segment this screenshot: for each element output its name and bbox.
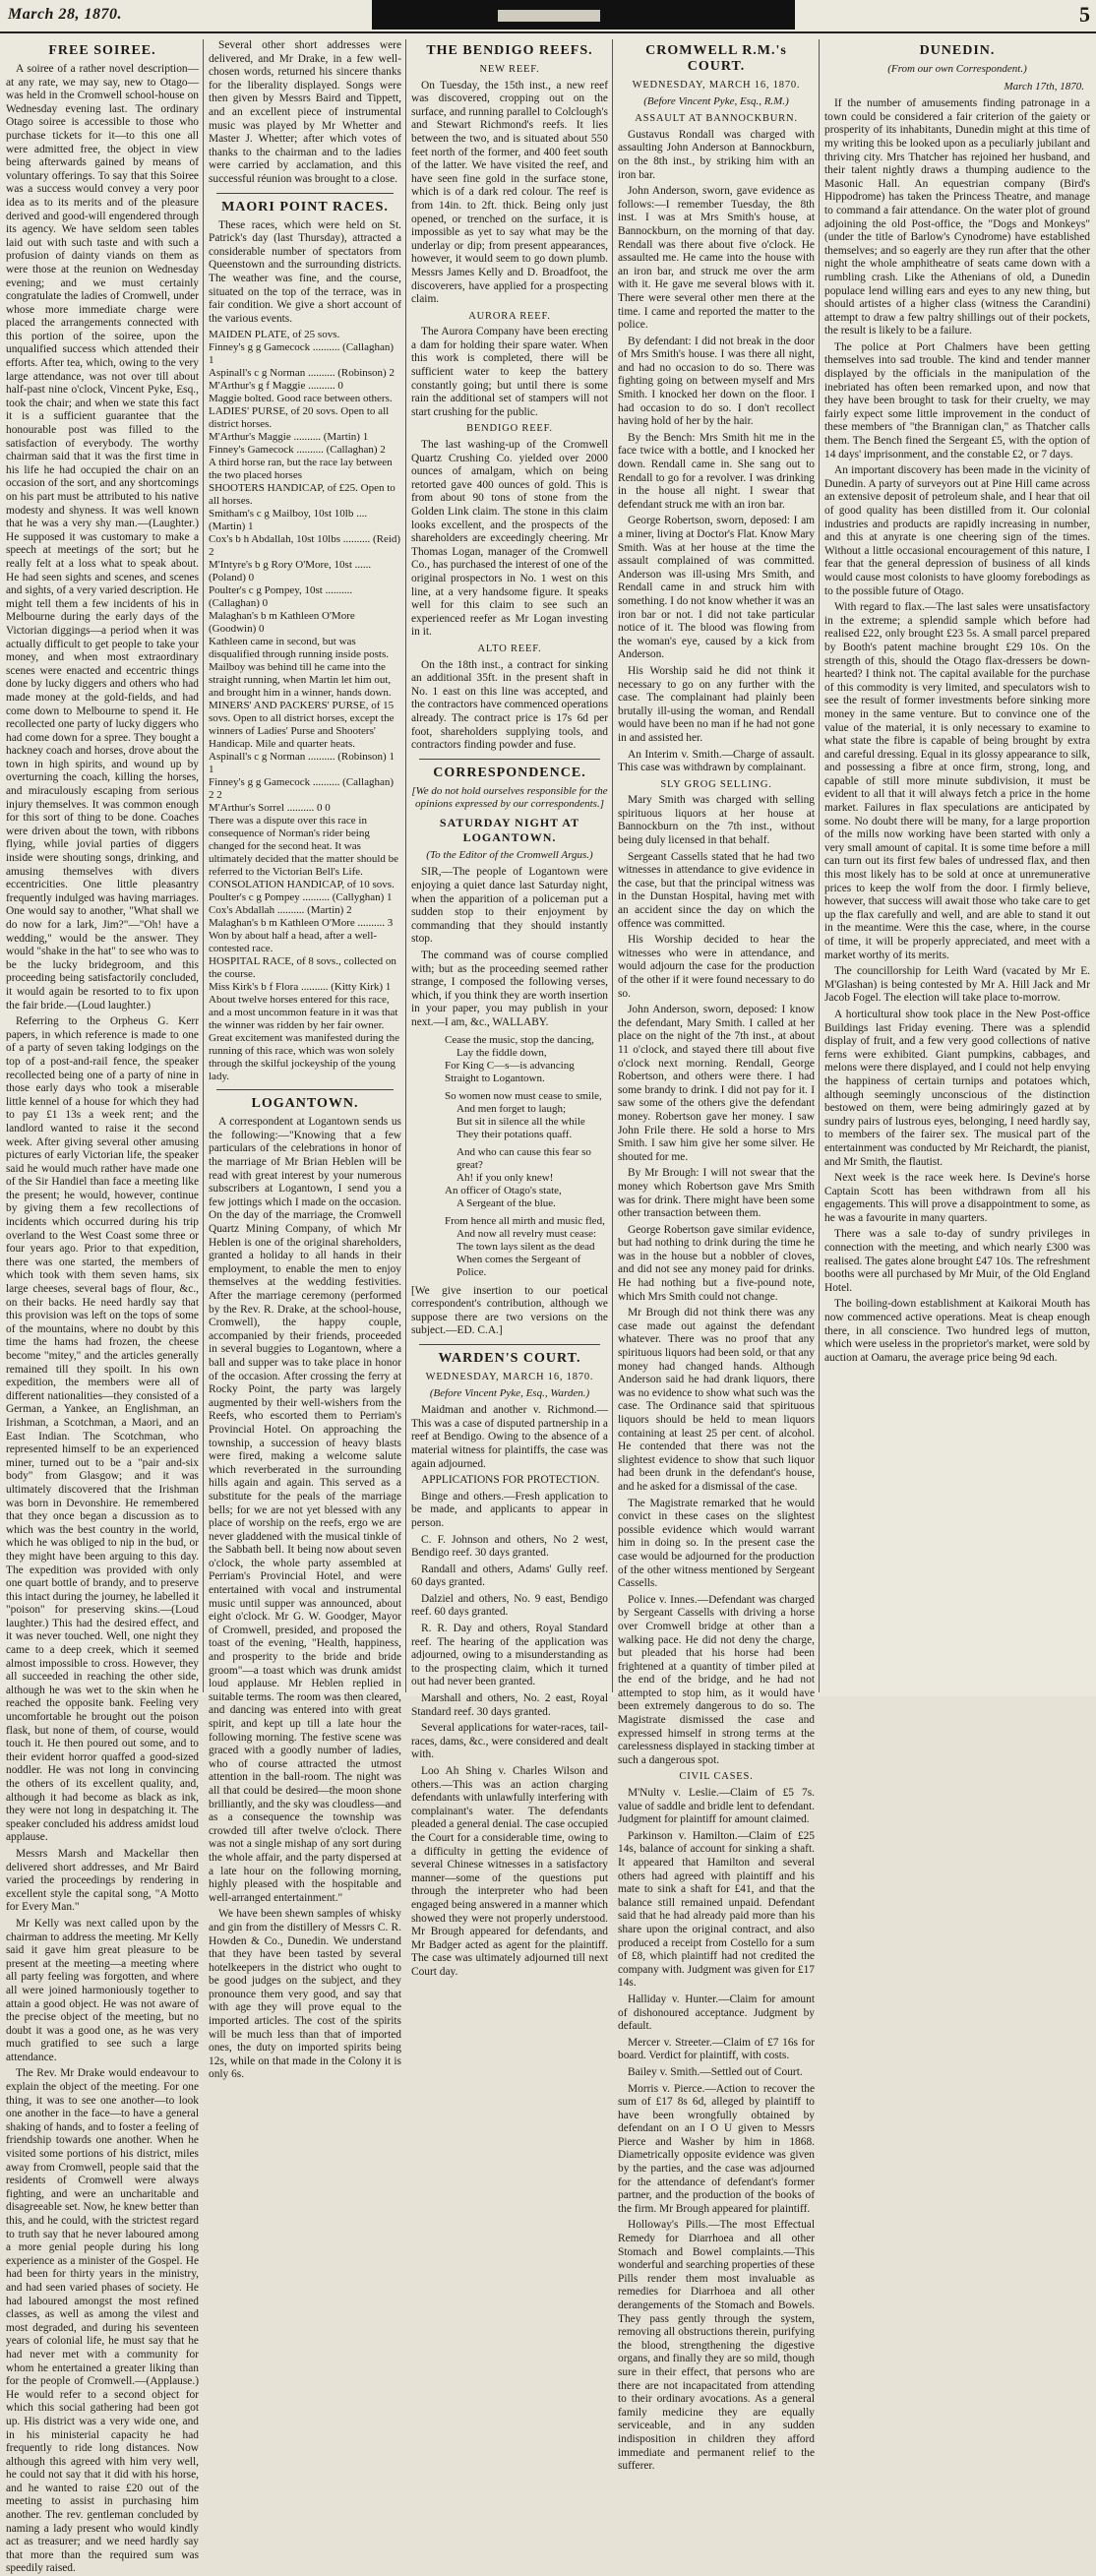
page-number: 5 [1079,2,1090,27]
column-rule [203,39,204,1692]
court-date: WEDNESDAY, MARCH 16, 1870. [632,80,801,91]
subheading: AURORA REEF. [468,310,551,322]
paragraph: Halliday v. Hunter.—Claim for amount of dishonoured acceptance. Judgment by default. [618,1993,815,2033]
poem-line: Cease the music, stop the dancing, [445,1033,594,1046]
paragraph: Marshall and others, No. 2 east, Royal Standard reef. 30 days granted. [411,1692,608,1718]
paragraph: Mr Brough did not think there was any case made out against the defendant whatever. There was no proof that any spirituous liquors had been sold, or that any money had changed hands. Although Anderson said he had drank liquors, there was no evidence to show what such was the case. The Ordinance said that spirituous liquors should be held to mean liquors containing at least 25 per cent. of alcohol. He contended that there was not the slightest evidence to show that such liquor had been drunk in the defendant's house, and he asked for a dismissal of the case. [618,1307,815,1493]
paragraph: A horticultural show took place in the New Post-office Buildings last Friday evening. There was a splendid display of fruit, and a few very good collections of native ferns were exhibited. Giant pumpkins, cabbages, and melons were there displayed, and I could not help envying the happiness of certain turnips and potatoes which, although seemingly unconscious of the distinction bestowed on them, were being admiringly gazed at by sundry pairs of lustrous eyes, belonging, I need hardly say, to members of the fairer sex. The musical part of the entertainment was conducted by Mr Reichardt, the pianist, and Mr Smith, the flautist. [824,1008,1090,1168]
poem-line: An officer of Otago's state, [445,1184,562,1196]
paragraph: Dalziel and others, No. 9 east, Bendigo reef. 60 days granted. [411,1592,608,1619]
paragraph: We have been shewn samples of whisky and gin from the distillery of Messrs C. R. Howden & Co., Dunedin. We understand that they have been tasted by several hotelkeepers in the district who ought to be good judges on the subject, and they pronounce them very good, and say that with age they will prove equal to the imported articles. The cost of the spirits will be much less than that of imported ones, the duty on imported spirits being 12s, while on that made in the Colony it is only 6s. [209,1908,401,2081]
race-line: M'Arthur's Maggie .......... (Martin) 1 [209,431,369,444]
race-line: M'Intyre's b g Rory O'More, 10st ...... (Poland) 0 [209,559,372,584]
race-line: SHOOTERS HANDICAP, of £25. Open to all horses. [209,482,396,508]
paragraph: Maidman and another v. Richmond.—This was a case of disputed partnership in a reef at Bendigo. Owing to the absence of a material witness for plaintiffs, the case was again adjourned. [411,1404,608,1470]
race-line: MINERS' AND PACKERS' PURSE, of 15 sovs. Open to all district horses, except the winners of Ladies' Purse and Shooters' Handicap. Mile and quarter heats. [209,700,395,751]
editorial-note: [We do not hold ourselves responsible for the opinions expressed by our correspondents.] [411,784,608,811]
section-rule [419,759,600,760]
poem-line: Lay the fiddle down, [457,1046,547,1059]
paragraph: By Mr Brough: I will not swear that the money which Robertson gave Mrs Smith was for drink. There might have been some other transaction between them. [618,1167,815,1220]
race-line: LADIES' PURSE, of 20 sovs. Open to all district horses. [209,405,390,431]
race-line: Won by about half a head, after a well-contested race. [209,930,378,955]
race-line: Finney's g g Gamecock .......... (Callaghan) 1 [209,341,395,367]
poem-line: Straight to Logantown. [445,1072,545,1084]
paragraph: Binge and others.—Fresh application to be made, and applicants to appear in person. [411,1490,608,1529]
race-line: M'Arthur's g f Maggie .......... 0 [209,380,343,393]
warden-proceedings [411,1404,608,1979]
column-rule [819,39,820,1692]
letter-addressee: (To the Editor of the Cromwell Argus.) [426,848,593,861]
subheading: NEW REEF. [479,64,540,75]
paragraph: George Robertson gave similar evidence, but had nothing to drink during the time he was in the house but a nobbler of cloves, and did not see any money paid for drinks. He had nothing but a five-pound note, which Mrs Smith could not change. [618,1223,815,1303]
dunedin-letter [824,97,1090,1365]
poem-line: And who can cause this fear so great? [457,1145,591,1171]
race-line: Poulter's c g Pompey, 10st .......... (Callaghan) 0 [209,584,353,610]
section-rule [216,1089,394,1090]
paragraph: The Aurora Company have been erecting a dam for holding their spare water. When this work is completed, there will be sufficient water to keep the battery constantly going; but until there is some rain the additional set of stampers will not start crushing for the public. [411,326,608,418]
poem-line: And now all revelry must cease: [457,1227,597,1240]
paragraph: George Robertson, sworn, deposed: I am a miner, living at Doctor's Flat. Know Mary Smith. Was at her house at the time the assault complained of was committed. Anderson was ill-using Mrs Smith, and Rendall came in and struck him with something. I do not know whether it was an iron bar or not. I did not take particular notice of it. The blood was flowing from the woman's eye, caused by a kick from Anderson. [618,515,815,661]
poem-line: So women now must cease to smile, [445,1089,602,1102]
issue-date: March 28, 1870. [8,6,122,23]
paragraph: A correspondent at Logantown sends us the following:—"Knowing that a few particulars of the celebrations in honor of the marriage of Mr Brian Heblen will be read with great interest by your numerous subscribers at Logantown, I send you a few jottings which I made on the occasion. On the day of the marriage, the Cromwell Quartz Mining Company, of which Mr Heblen is one of the original shareholders, granted a holiday to all hands in their employment, to enable the men to enjoy themselves at the wedding festivities. After the marriage ceremony (performed by the Rev. R. Drake, at the school-house, Cromwell), the happy couple, accompanied by their friends, proceeded in several buggies to Logantown, where a ball and supper was to take place in honor of the occasion. After crossing the ferry at Rocky Point, the party was largely augmented by their well-wishers from the Reefs, who escorted them to Perriam's Provincial Hotel. On approaching the township, a succession of heavy blasts were fired, making a welcome salute which reverberated in the surrounding hills again and again. This served as a substitute for the peals of the marriage bells; for we are not yet blessed with any place of worship on the reefs, ergo we are never gladdened with the musical tinkle of the Sabbath bell. It being now about seven o'clock, the whole party assembled at Perriam's Provincial Hotel, and were entertained with vocal and instrumental music until supper was announced, about eight o'clock. Mr G. W. Goodger, Mayor of Cromwell, presided, and proposed the toast of the evening, "Health, happiness, and prosperity to the bride and bride groom"—a toast which was drunk amidst loud applause. Mr Heblen replied in suitable terms. The room was then cleared, and dancing was entered into with great spirit, and kept up till a late hour the following morning. The festive scene was graced with a goodly number of ladies, who of course attracted the utmost attention in the ball-room. The night was all that could be desired—the moon shone brilliantly, and the sky was cloudless—and as a consequence the township was crowded till after twelve o'clock. There was not a single mishap of any sort during the whole affair, and the party dispersed at a late hour on the following morning, highly pleased with the hospitable and well-arranged entertainment." [209,1116,401,1904]
paragraph: On Tuesday, the 15th inst., a new reef was discovered, cropping out on the surface, and running parallel to Colclough's and Stewart Richmond's reefs. It lies between the two, and is situated about 550 feet north of the former, and 400 feet south of the latter. We have visited the reef, and have seen fine gold in the surface stone, which is of a dark red colour. The reef is from 14in. to 2ft. thick. Being only just opened, or trenched on the surface, it is impossible as yet to say what may be the underlay or dip; from present appearances, however, it would seem to go down plumb. Messrs James Kelly and D. Broadfoot, the discoverers, have applied for a prospecting claim. [411,79,608,306]
subheading: BENDIGO REEF. [466,423,553,435]
race-line: Malaghan's b m Kathleen O'More .......... 3 [209,917,394,930]
race-line: Aspinall's c g Norman .......... (Robinson) 1 1 [209,751,395,776]
article-title: MAORI POINT RACES. [221,199,389,215]
paragraph: Sergeant Cassells stated that he had two witnesses in attendance to give evidence in the case, but that the principal witness was in the Dunstan Hospital, having met with an accident since the day on which the offence was committed. [618,850,815,930]
paragraph: The command was of course complied with; but as the proceeding seemed rather strange, I composed the following verses, which, if you think they are worth insertion in your paper, you may publish in your next.—I am, &c., WALLABY. [411,950,608,1028]
paragraph: Several applications for water-races, tail-races, dams, &c., were considered and dealt with. [411,1722,608,1761]
paragraph: An Interim v. Smith.—Charge of assault. This case was withdrawn by complainant. [618,748,815,774]
poem-line: From hence all mirth and music fled, [445,1214,605,1227]
paragraph: An important discovery has been made in the vicinity of Dunedin. A party of surveyors out at Pine Hill came across an extensive deposit of petroleum shale, and I hear that oil of good quality has been distilled from it. Our colonial industries and products are rapidly increasing in number, and this at anyrate is one cheering sign of the times. Without a little occasional encouragement of this nature, I fear that the general depression of business of all kinds would cause most colonists to have gloomy forebodings as to the possible future of Otago. [824,464,1091,597]
sly-grog-case [618,794,815,1767]
race-line: Maggie bolted. Good race between others. [209,393,393,405]
paragraph: Bailey v. Smith.—Settled out of Court. [628,2065,803,2078]
paragraph: Mary Smith was charged with selling spirituous liquors at her house at Bannockburn on the 7th inst., without being duly licensed in that behalf. [618,794,815,847]
paragraph: By defendant: I did not break in the door of Mrs Smith's house. I was there all night, and had no occasion to do so. There was fighting going on between myself and Mrs Smith. I knocked her down on the floor. I had occasion to do so. I don't recollect having hold of her by the hair. [618,335,815,428]
race-line: Cox's b h Abdallah, 10st 10lbs .......... (Reid) 2 [209,533,401,559]
subheading: ALTO REEF. [477,643,542,654]
paragraph: The Magistrate remarked that he would convict in these cases on the slightest possible evidence which would warrant him in doing so. In the present case the case would be adjourned for the production of the other witness mentioned by Sergeant Cassells. [618,1497,815,1590]
article-title: DUNEDIN. [919,43,996,58]
paragraph: Mercer v. Streeter.—Claim of £7 16s for board. Verdict for plaintiff, with costs. [618,2036,815,2062]
paragraph: Mr Kelly was next called upon by the chairman to address the meeting. Mr Kelly said it gave him great pleasure to be present at the meeting—a meeting where all party feeling was forgotten, and where all were joined harmoniously together to attain a good object. He was not aware of the precise object of the meeting, but no doubt it was a good one, as he was very much gratified to see such a large attendance. [6,1917,199,2063]
column-rm-court [618,39,815,2473]
paragraph: John Anderson, sworn, deposed: I know the defendant, Mary Smith. I called at her place on the night of the 7th inst., at about 11 o'clock, and stayed there till about five o'clock next morning. Rendall, George Robertson, and others were there. I had some brandy to drink. I did not pay for it. I saw some of the others give the defendant money. Robertson gave her money. I saw John Frile there. He sold a horse to Mrs Smith. I saw him give her some silver. He shouted for me. [618,1004,815,1163]
subheading: CIVIL CASES. [679,1771,754,1783]
paragraph: Randall and others, Adams' Gully reef. 60 days granted. [411,1563,608,1589]
paragraph: The councillorship for Leith Ward (vacated by Mr E. M'Glashan) is being contested by Mr A. Hill Jack and Mr Jacob Fogel. The election will take place to-morrow. [824,965,1090,1005]
paragraph: On the 18th inst., a contract for sinking an additional 35ft. in the present shaft in No. 1 east on this line was accepted, and the contractors have commenced operations already. The contract price is 17s 6d per foot, shareholders supplying tools, and contractors finding powder and fuse. [411,658,608,752]
poem-line: And men forget to laugh; [457,1102,566,1115]
header-rule [0,31,1096,33]
paragraph: A soiree of a rather novel description—at any rate, we may say, new to Otago—was held in the Cromwell school-house on Wednesday evening last. The ordinary Otago soiree is accessible to those who purchase tickets for it—to this one all were admitted free, the object in view being afterwards gained by means of voluntary offerings. To say that this Soiree was a success would convey a very poor idea as to its merits and of the pleasure derived and good-will engendered through its agency. We have seldom seen tables laid out with such taste and with such a profusion of dainty viands on them as were those at the reunion on Wednesday evening; and we must certainly congratulate the ladies of Cromwell, under whose more immediate charge were placed the arrangements connected with this portion of the soiree, upon the unqualified success which attended their efforts. After tea, which, owing to the very large attendance, was not over till about half-past nine o'clock, Vincent Pyke, Esq., took the chair; and when we state this fact it is a sufficient guarantee that the honourable post was filled to the satisfaction of everybody. The worthy chairman said that it was the first time in his life he had occupied the chair on an occasion of the sort, and any shortcomings on his part must be attributed to his native modesty and shyness. It was well known that he was a very shy man.—(Laughter.) He supposed it was customary to make a speech at meetings of the sort; but he really felt at a loss what to speak about. He had seen sights and scenes, and scenes and sights, of a very varied description. He might tell them a few incidents of his in Melbourne during the early days of the Victorian diggings—a period when it was actually difficult to get people to take your money, and when most extraordinary scenes were enacted and eccentric things done by lucky diggers and others who had made money at the gold-fields, and had come down to Melbourne to spend it. He recollected one party of lucky diggers who had come down for a spree. They bought a hackney coach and horses, drove about the town in high spirits, and wound up by overturning the coach, killing the horses, and miraculously escaping from serious injury themselves. It was common enough for this sort of thing to be done. Coaches were driven about the town, with ribbons flying, while jovial parties of diggers inside were shouting songs, drinking, and amusing themselves with divers eccentricities. One little pleasantry frequently indulged was having marriages. One would say to another, "What shall we do now for a lark, Jim?"—"Oh! have a wedding," would be the answer. They would "shake in the hat" to see who was to be the lucky bridegroom, and this proceeding being satisfactorily concluded, it would again be resorted to to fix upon the fair bride.—(Loud laughter.) [6,63,199,1012]
paragraph: The Rev. Mr Drake would endeavour to explain the object of the meeting. For one thing, it was to see one another—to look one another in the face—to have a general shaking of hands, and to foster a feeling of friendship towards one another. When he visited some portions of his district, miles away from Cromwell, people said that the residents of Cromwell were always fighting, and were an uncharitable and disagreeable set. Now, he knew better than this, and he could, with the strictest regard to truth say that he never laboured among a more genial people during his long experience as a minister of the Gospel. He had been for thirty years in the ministry, and had seen varied phases of society. He had laboured amongst the most refined classes, as well as among the vilest and most degraded, and during his seventeen years of colonial life, he must say that he had never met with a community for whom he entertained a greater liking than for the people of Cromwell.—(Applause.) He would refer to a second object for which this social gathering had been got up. His district was a very wide one, and in his ministerial capacity he had frequently to ride long distances. Now although this agreed with him very well, he could not say that it did with his horse, and he wanted to raise £20 out of the meeting to assist in purchasing him another. The rev. gentleman concluded by naming a lady present who would kindly act as treasurer; and we need hardly say that more than the required sum was speedily raised. [6,2067,199,2575]
court-date: WEDNESDAY, MARCH 16, 1870. [425,1371,594,1382]
article-title: FREE SOIREE. [48,43,156,58]
paragraph: If the number of amusements finding patronage in a town could be considered a fair criterion of the gaiety or prosperity of its inhabitants, Dunedin might at this time of my writing this be looked upon as a peculiarly jubilant and thriving city. Mrs Thatcher has rejoined her husband, and their talent nightly draws a thumping audience to the Masonic Hall. An equestrian company (Bird's Hippodrome) has taken the Princess Theatre, and manage to command a fair attendance. On the water plot of ground adjoining the old Post-office, the "Dogs and Monkeys" (under the title of Barlow's Cynodrome) have established themselves; and so eagerly are they run after that the other night the whole amphitheatre of seats came down with a rumbling crash. Like the Athenians of old, a Dunedin populace lend willing ears and eyes to any new thing, but should artistes of a higher class (witness the Carandini) attempt to draw a few paltry shillings out of their pockets, the result is likely to be a failure. [824,97,1090,337]
race-line: Smitham's c g Mailboy, 10st 10lb .... (Martin) 1 [209,508,368,533]
court-presiding: (Before Vincent Pyke, Esq., Warden.) [429,1386,590,1399]
race-line: Kathleen came in second, but was disqualified through running inside posts. Mailboy was behind till he came into the straight running, when Martin let him out, and brought him in a winner, hands down. [209,636,392,700]
damaged-header-area [372,0,795,30]
paragraph: Holloway's Pills.—The most Effectual Remedy for Diarrhoea and all other Stomach and Bowel complaints.—This wonderful and searching properties of these Pills render them most invaluable as remedies for Diarrhoea and all other derangements of the Stomach and Bowels. They pass gently through the system, removing all obstructions therein, purifying the blood, strengthening the digestive organs, and finally they are so mild, though sure in their effect, that persons who are there are not incapacitated from attending to their ordinary avocations. As a general family medicine they are equally serviceable, and in any sudden indisposition in children they afford immediate and permanent relief to the sufferer. [618,2219,815,2473]
paragraph: His Worship said he did not think it necessary to go on any further with the case. The complainant had plainly been brutally ill-using the woman, and Rendall would have been no man if he had not gone in and assisted her. [618,664,815,744]
paragraph: Loo Ah Shing v. Charles Wilson and others.—This was an action charging defendants with unlawfully interfering with complainant's water. The defendants pleaded a general denial. The case occupied the Court for a considerable time, owing to a difficulty in getting the evidence of several Chinese witnesses in a satisfactory manner—some of the questions put through the interpreter who had been engaged being answered in a manner which showed they were not properly understood. Mr Brough appeared for defendants, and Mr Badger acted as agent for the plaintiff. The case was ultimately adjourned till next Court day. [411,1765,608,1978]
letter-title: SATURDAY NIGHT AT LOGANTOWN. [439,815,580,844]
paragraph: His Worship decided to hear the witnesses who were in attendance, and would adjourn the case for the production of the other if it were found necessary to do so. [618,934,815,1000]
race-line: Aspinall's c g Norman .......... (Robinson) 2 [209,367,395,380]
paragraph: APPLICATIONS FOR PROTECTION. [421,1474,600,1487]
poem-line: For King C—s—is advancing [445,1059,575,1072]
paragraph: Next week is the race week here. Is Devine's horse Captain Scott has been withdrawn from all his engagements. This will prove a disappointment to some, as he was a favourite in many quarters. [824,1172,1090,1224]
paragraph: SIR,—The people of Logantown were enjoying a quiet dance last Saturday night, when the apparition of a policeman put a sudden stop to their enjoyment by commanding that they should instantly stop. [411,866,608,946]
poem-line: Ah! if you only knew! [457,1171,554,1184]
civil-cases [618,1787,815,2474]
race-line: Poulter's c g Pompey .......... (Callyghan) 1 [209,891,393,904]
race-line: There was a dispute over this race in consequence of Norman's rider being changed for the second heat. It was ultimately decided that the matter should be referred to the Victorian Bell's Life. [209,815,399,879]
paragraph: There was a sale to-day of sundry privileges in connection with the meeting, and which nearly £300 was realised. The gates alone brought £47 10s. The refreshment booths were all purchased by Mr Muir, of the Old England Hotel. [824,1228,1090,1294]
race-line: HOSPITAL RACE, of 8 sovs., collected on the course. [209,955,396,981]
article-title: WARDEN'S COURT. [438,1350,581,1366]
paragraph: The boiling-down establishment at Kaikorai Mouth has now commenced active operations. Meat is cheap enough there, in all conscience. Two hundred legs of mutton, which were useless in the proprietor's market, were sold by auction at Oamaru, the average price being 9d each. [824,1298,1090,1364]
race-line: Miss Kirk's b f Flora .......... (Kitty Kirk) 1 [209,981,392,994]
article-title: CROMWELL R.M.'s COURT. [645,43,787,74]
race-line: Finney's g g Gamecock .......... (Callaghan) 2 2 [209,776,395,802]
race-line: M'Arthur's Sorrel .......... 0 0 [209,802,331,815]
paragraph: Gustavus Rondall was charged with assaulting John Anderson at Bannockburn, on the 8th inst., by striking him with an iron bar. [618,128,815,181]
paragraph: M'Nulty v. Leslie.—Claim of £5 7s. value of saddle and bridle lent to defendant. Judgment for plaintiff for amount claimed. [618,1787,815,1826]
section-rule [216,193,394,194]
column-rule [612,39,613,1692]
column-dunedin [824,39,1090,1692]
poem-line: But sit in silence all the while [457,1115,585,1128]
editorial-note: [We give insertion to our poetical correspondent's contribution, although we suppose there are two versions on the subject.—ED. C.A.] [411,1284,608,1337]
race-line: About twelve horses entered for this race, and a most uncommon feature in it was that the winner was ridden by her fair owner. Great excitement was manifested during the running of this race, which was won solely through the skilful jockeyship of the young lady. [209,994,399,1083]
column-bendigo [411,39,608,1978]
article-title: CORRESPONDENCE. [433,765,586,780]
paragraph: Messrs Marsh and Mackellar then delivered short addresses, and Mr Baird varied the proceedings by rendering in excellent style the capital song, "A Motto for Every Man." [6,1847,199,1914]
section-rule [419,1344,600,1345]
paragraph: By the Bench: Mrs Smith hit me in the face twice with a bottle, and I knocked her down. Rendall came in. She sang out to Rendall to go for a revolver. I was drinking in the house all night. I swear that defendant struck me with an iron bar. [618,431,815,511]
race-line: A third horse ran, but the race lay between the two placed horses [209,457,393,482]
race-line: MAIDEN PLATE, of 25 sovs. [209,329,340,341]
column-maori-point [209,39,401,2081]
paragraph: John Anderson, sworn, gave evidence as follows:—I remember Tuesday, the 8th inst. I was at Mrs Smith's house, at Bannockburn, on the morning of that day. Rendall was there about five o'clock. He assaulted me. He came into the house with an iron bar, and struck me over the arm with it. He gave me several blows with it. There were several other men there at the time. I came and reported the matter to the police. [618,185,815,332]
paragraph: R. R. Day and others, Royal Standard reef. The hearing of the application was adjourned, owing to a misunderstanding as to the prospecting claim, which it turned out had never been granted. [411,1623,608,1688]
paragraph: Police v. Innes.—Defendant was charged by Sergeant Cassells with driving a horse over Cromwell bridge at other than a walking pace. He did not deny the charge, but pleaded that his horse had been frightened at a quantity of timber piled at the end of the bridge, and he had not attempted to stop him, as it would have been extremely dangerous to do so. The Magistrate dismissed the case and expressed himself in strong terms at the carelessness displayed in stacking timber at such a dangerous spot. [618,1593,815,1766]
poem [411,1034,608,1279]
paragraph: Morris v. Pierce.—Action to recover the sum of £17 8s 6d, alleged by plaintiff to have been wrongfully obtained by defendant on an I O U given to Messrs Pierce and Washer by him in 1868. Diametrically opposite evidence was given by the parties, and the case was adjourned for the attendance of defendant's former partner, and the production of the books of the firm. Mr Brough appeared for plaintiff. [618,2082,815,2215]
dateline: March 17th, 1870. [1004,80,1084,92]
poem-line: When comes the Sergeant of Police. [457,1253,581,1278]
race-line: CONSOLATION HANDICAP, of 10 sovs. [209,879,395,891]
paragraph: With regard to flax.—The last sales were unsatisfactory in the extreme; a splendid sample which before had realised £22, only brought £23 5s. A small parcel prepared by Booth's patent machine brought £29 10s. On the strength of this, should the Otago flax-dressers be down-hearted? I think not. The capital available for the purchase of this commodity is very limited, and speculators wish to see the result of former investments before sinking more money in the same venture. But to convince one of the value of the material, it is only necessary to examine to what state the fibre is capable of being brought by extra and careful dressing. Equal in its glossy appearance to silk, and possessing a fibre at once firm, strong, long, and capable of still more minute subdivision, it must be evident to all that it will always fetch a price in the home market. Failures in flax speculations are anticipated by some. No doubt there will be many, for a large proportion of the mills now working have been started with only a very small amount of capital. It is some time before a mill can turn out its first few bales of undressed flax, and then this most likely has to be sold at once at unremunerative prices to keep the wolf from the door. I firmly believe, however, that success will await those who take care to get up the flax carefully and well, and are able to stand it out in the meantime. Were this the case, where, in the course of time, it will be properly appreciated, and meet with a market worthy of its merits. [824,601,1090,961]
race-line: Cox's Abdallah .......... (Martin) 2 [209,904,352,917]
subheading: ASSAULT AT BANNOCKBURN. [635,113,798,125]
court-presiding: (Before Vincent Pyke, Esq., R.M.) [643,94,789,107]
poem-line: The town lays silent as the dead [457,1240,595,1253]
paragraph: Several other short addresses were delivered, and Mr Drake, in a few well-chosen words, returned his sincere thanks for the liberality displayed. Songs were then given by Messrs Baird and Tippett, and an excellent piece of instrumental music was played by Mr Whetter and Master J. Whetter; after which votes of thanks to the chairman and to the ladies were carried by acclamation, and this successful réunion was brought to a close. [209,39,401,185]
article-title: THE BENDIGO REEFS. [426,43,593,58]
paragraph: These races, which were held on St. Patrick's day (last Thursday), attracted a considerable number of spectators from Queenstown and the surrounding districts. The weather was fine, and the course, situated on the top of the terrace, was in fair condition. We give a short account of the various events. [209,218,401,325]
article-title: LOGANTOWN. [251,1096,359,1112]
paragraph: C. F. Johnson and others, No 2 west, Bendigo reef. 30 days granted. [411,1533,608,1560]
poem-line: They their potations quaff. [457,1128,573,1140]
paragraph: The last washing-up of the Cromwell Quartz Crushing Co. yielded over 2000 ounces of amalgam, which on being retorted gave 400 ounces of gold. This is from about 90 tons of stone from the Golden Link claim. The stone in this claim looks excellent, and the prospects of the shareholders are exceedingly cheering. Mr Thomas Logan, manager of the Cromwell Co., has purchased the interest of one of the original prospectors in No. 1 west on this line, at a very handsome figure. It speaks well for this claim to see such an experienced reefer as Mr Logan investing in it. [411,439,608,639]
masthead [0,0,1096,37]
column-free-soiree [6,39,199,2575]
paragraph: Parkinson v. Hamilton.—Claim of £25 14s, balance of account for sinking a shaft. It appeared that Hamilton and several others had agreed with plaintiff and his mate to sink a shaft for £41, and that the balance still remained unpaid. Defendant said that he had already paid more than his share upon the original contract, and also produced a receipt from Costello for a sum of £8, which plaintiff had not credited the company with. Judgment was given for £17 14s. [618,1829,815,1990]
race-line: Finney's Gamecock .......... (Callaghan) 2 [209,444,386,457]
paragraph: The police at Port Chalmers have been getting themselves into sad trouble. The kind and tender manner displayed by the officials in the manipulation of the inebriated has often been remarked upon, and now that they have been brought to task for their cruelty, we may fairly expect some little improvement in the conduct of these members of "the Brannigan clan," as Thatcher calls them. The Bench fined the Sergeant £5, with the option of 14 days' imprisonment, and the constable £2, or 7 days. [824,340,1090,460]
assault-case [618,129,815,775]
subheading: SLY GROG SELLING. [660,778,772,790]
poem-line: A Sergeant of the blue. [457,1196,556,1209]
paragraph: Referring to the Orpheus G. Kerr papers, in which reference is made to one of a party of seven taking lodgings on the top of a post-and-rail fence, the speaker recollected being one of a party of nine in those early days who took a miserable little kennel of a house for which they had to pay £1 13s a week rent; and the landlord wanted to raise it the second week. After giving several other amusing pictures of early Victorian life, the speaker said he would much rather have made one of the Sir Handiel than face a meeting like the present; he would, however, continue by giving them a few recollections of incidents which occurred during his trip overland to the West Coast some three or four years ago. Prior to that expedition, there was one started, the members of which took with them seven hams, six large cheeses, several bags of flour, &c., on their backs. He need hardly say that this provision was left on the tops of some of the mountains, where no doubt by this time the hams had frozen, the cheese become "mitey," and the articles generally remained till they spoilt. In his own expedition, the members were all of different nationalities—they consisted of a German, a Yankee, an Englishman, an Irishman, a Scotchman, a Maori, and an East Indian. The Scotchman, who represented himself to be an experienced miner, turned out to be a "pair and-six body" from Glasgow; and it was ultimately discovered that the Irishman was born in Devonshire. He remembered that they once began a discussion as to which was the best country in the world, which he was obliged to nip in the bud, or they might have been arguing to this day. The expedition was provided with only one quart bottle of brandy, and to preserve this intact during the journey, he labelled it "poison" for preserving skins.—(Loud laughter.) This had the desired effect, and it was never touched. Well, one night they came to a deep creek, which it seemed almost impossible to cross. However, they all succeeded in reaching the other side, although he was wet to the skin when he reached the opposite bank. Feeling very uncomfortable he brought out the poison flask, but none of them, of course, would touch it. He then poured out some, and to their evident horror quaffed a good-sized noddler. He was not long in convincing the others of its excellent quality, and, although it had become as black as ink, they were not long in despatching it. The speaker concluded his address amidst loud applause. [6,1015,199,1844]
byline: (From our own Correspondent.) [887,63,1027,75]
race-line: Malaghan's b m Kathleen O'More (Goodwin) 0 [209,610,355,636]
column-rule [405,39,406,1692]
race-results [209,329,401,1083]
